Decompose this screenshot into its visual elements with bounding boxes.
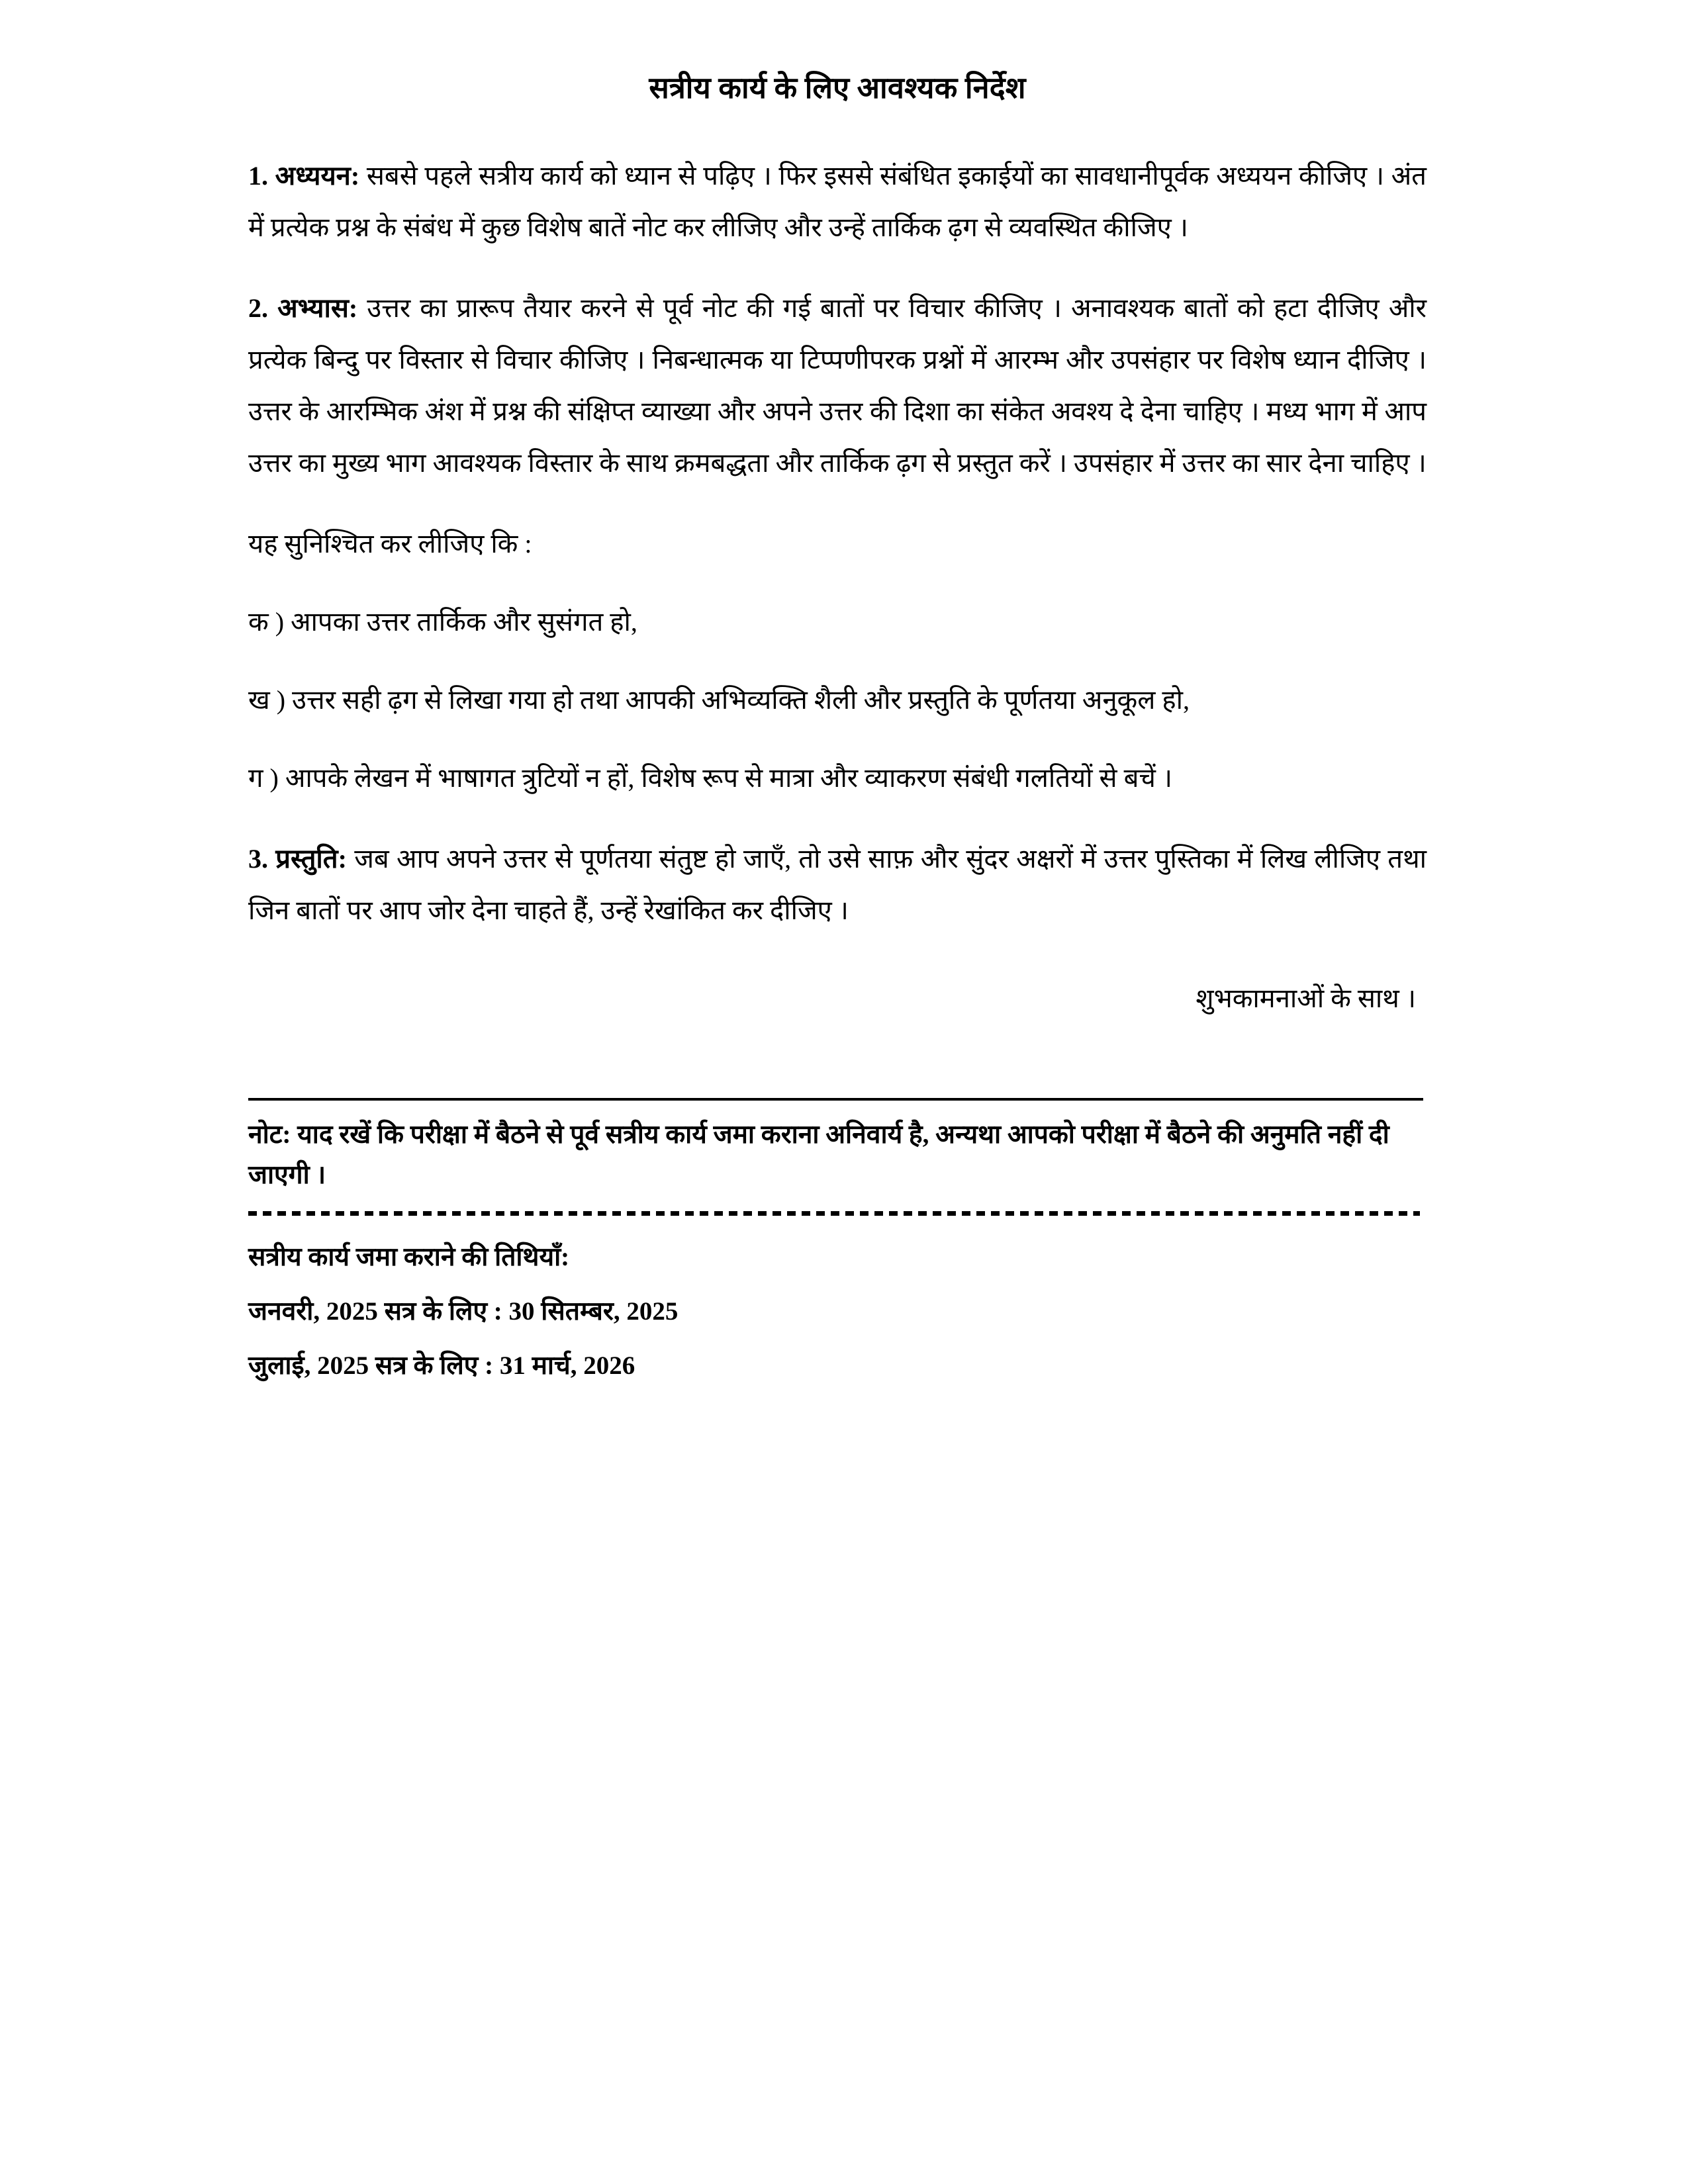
ensure-point-ka: क ) आपका उत्तर तार्किक और सुसंगत हो, bbox=[248, 607, 637, 637]
instruction-3-body: जब आप अपने उत्तर से पूर्णतया संतुष्ट हो जाएँ, तो उसे साफ़ और सुंदर अक्षरों में उत्तर पुस्तिका में लिख लीजिए तथा जिन बातों पर आप जोर देना चाहते हैं, उन्हें रेखांकित कर दीजिए । bbox=[248, 844, 1427, 926]
instruction-1-body: सबसे पहले सत्रीय कार्य को ध्यान से पढ़िए । फिर इससे संबंधित इकाईयों का सावधानीपूर्वक अध्ययन कीजिए । अंत में प्रत्येक प्रश्न के संबंध में कुछ विशेष बातें नोट कर लीजिए और उन्हें तार्किक ढ़ग से व्यवस्थित कीजिए । bbox=[248, 161, 1427, 243]
section-divider-dashed bbox=[248, 1211, 1420, 1216]
instruction-paragraph-3 bbox=[248, 804, 1427, 936]
instruction-paragraph-2 bbox=[248, 253, 1427, 489]
submission-date-january-session: जनवरी, 2025 सत्र के लिए : 30 सितम्बर, 2025 bbox=[248, 1297, 679, 1326]
instruction-3-lead: 3. प्रस्तुति: bbox=[248, 844, 347, 874]
ensure-intro-line: यह सुनिश्चित कर लीजिए कि : bbox=[248, 529, 532, 559]
document-content bbox=[248, 0, 1427, 1390]
submission-date-july-session: जुलाई, 2025 सत्र के लिए : 31 मार्च, 2026 bbox=[248, 1351, 635, 1381]
instruction-paragraph-1 bbox=[248, 107, 1427, 253]
note-text: नोट: याद रखें कि परीक्षा में बैठने से पूर्व सत्रीय कार्य जमा कराना अनिवार्य है, अन्यथा आपको परीक्षा में बैठने की अनुमति नहीं दी जाएगी । bbox=[248, 1120, 1389, 1189]
instruction-2-body: उत्तर का प्रारूप तैयार करने से पूर्व नोट की गई बातों पर विचार कीजिए । अनावश्यक बातों को हटा दीजिए और प्रत्येक बिन्दु पर विस्तार से विचार कीजिए । निबन्धात्मक या टिप्पणीपरक प्रश्नों में आरम्भ और उपसंहार पर विशेष ध्यान दीजिए । उत्तर के आरम्भिक अंश में प्रश्न की संक्षिप्त व्याख्या और अपने उत्तर की दिशा का संकेत अवश्य दे देना चाहिए । मध्य भाग में आप उत्तर का मुख्य भाग आवश्यक विस्तार के साथ क्रमबद्धता और तार्किक ढ़ग से प्रस्तुत करें । उपसंहार में उत्तर का सार देना चाहिए । bbox=[248, 293, 1427, 478]
ensure-point-kha: ख ) उत्तर सही ढ़ग से लिखा गया हो तथा आपकी अभिव्यक्ति शैली और प्रस्तुति के पूर्णतया अनुकूल हो, bbox=[248, 685, 1190, 715]
submission-dates-block bbox=[248, 1216, 1427, 1390]
submission-dates-heading: सत्रीय कार्य जमा कराने की तिथियाँ: bbox=[248, 1243, 570, 1272]
ensure-point-ga: ग ) आपके लेखन में भाषागत त्रुटियों न हों, विशेष रूप से मात्रा और व्याकरण संबंधी गलतियों से बचें । bbox=[248, 763, 1172, 794]
page-title: सत्रीय कार्य के लिए आवश्यक निर्देश bbox=[649, 71, 1026, 105]
instruction-2-lead: 2. अभ्यास: bbox=[248, 293, 358, 324]
instruction-1-lead: 1. अध्ययन: bbox=[248, 161, 360, 191]
closing-salutation: शुभकामनाओं के साथ । bbox=[1196, 983, 1416, 1014]
